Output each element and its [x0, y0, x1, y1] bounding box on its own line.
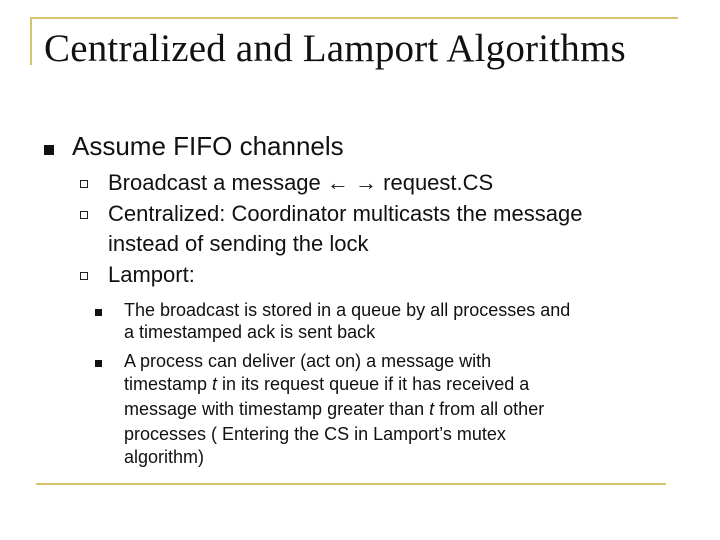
bullet-broadcast-stored-line1: The broadcast is stored in a queue by all processes and: [124, 300, 571, 320]
bullet-centralized-line1: Centralized: Coordinator multicasts the message: [108, 201, 583, 226]
bullet-lamport: Lamport:: [108, 262, 195, 287]
frame-top-rule: [30, 17, 678, 19]
hollow-square-bullet-icon: [80, 272, 88, 280]
bullet-deliver-line3-a: message with timestamp greater than: [124, 399, 430, 419]
filled-square-bullet-icon: [95, 360, 102, 367]
bullet-centralized-line2: instead of sending the lock: [108, 231, 369, 256]
bullet-broadcast-stored-line2: a timestamped ack is sent back: [124, 322, 376, 342]
bullet-deliver-line5: algorithm): [124, 447, 205, 467]
timestamp-t: t: [212, 374, 218, 394]
bullet-deliver-line2-a: timestamp: [124, 374, 213, 394]
bullet-broadcast-text: Broadcast a message: [108, 170, 327, 195]
bullet-broadcast: [108, 170, 493, 196]
timestamp-t: t: [429, 399, 435, 419]
filled-square-bullet-icon: [44, 145, 54, 155]
bullet-deliver-line2-b: in its request queue if it has received a: [217, 374, 530, 394]
bullet-assume-fifo: Assume FIFO channels: [72, 131, 344, 161]
bullet-deliver-line3: [124, 399, 544, 420]
frame-bottom-rule: [36, 483, 666, 485]
bullet-deliver-line3-b: from all other: [434, 399, 545, 419]
bullet-deliver-line1: A process can deliver (act on) a message with: [124, 351, 492, 371]
bullet-deliver-line2: [124, 374, 529, 395]
filled-square-bullet-icon: [95, 309, 102, 316]
bullet-broadcast-request: request.CS: [377, 170, 494, 195]
hollow-square-bullet-icon: [80, 180, 88, 188]
bullet-deliver-line4: processes ( Entering the CS in Lamport’s mutex: [124, 424, 506, 444]
slide-title: Centralized and Lamport Algorithms: [44, 27, 626, 70]
arrows-icon: ← →: [326, 170, 378, 195]
hollow-square-bullet-icon: [80, 211, 88, 219]
frame-left-rule: [30, 17, 32, 65]
